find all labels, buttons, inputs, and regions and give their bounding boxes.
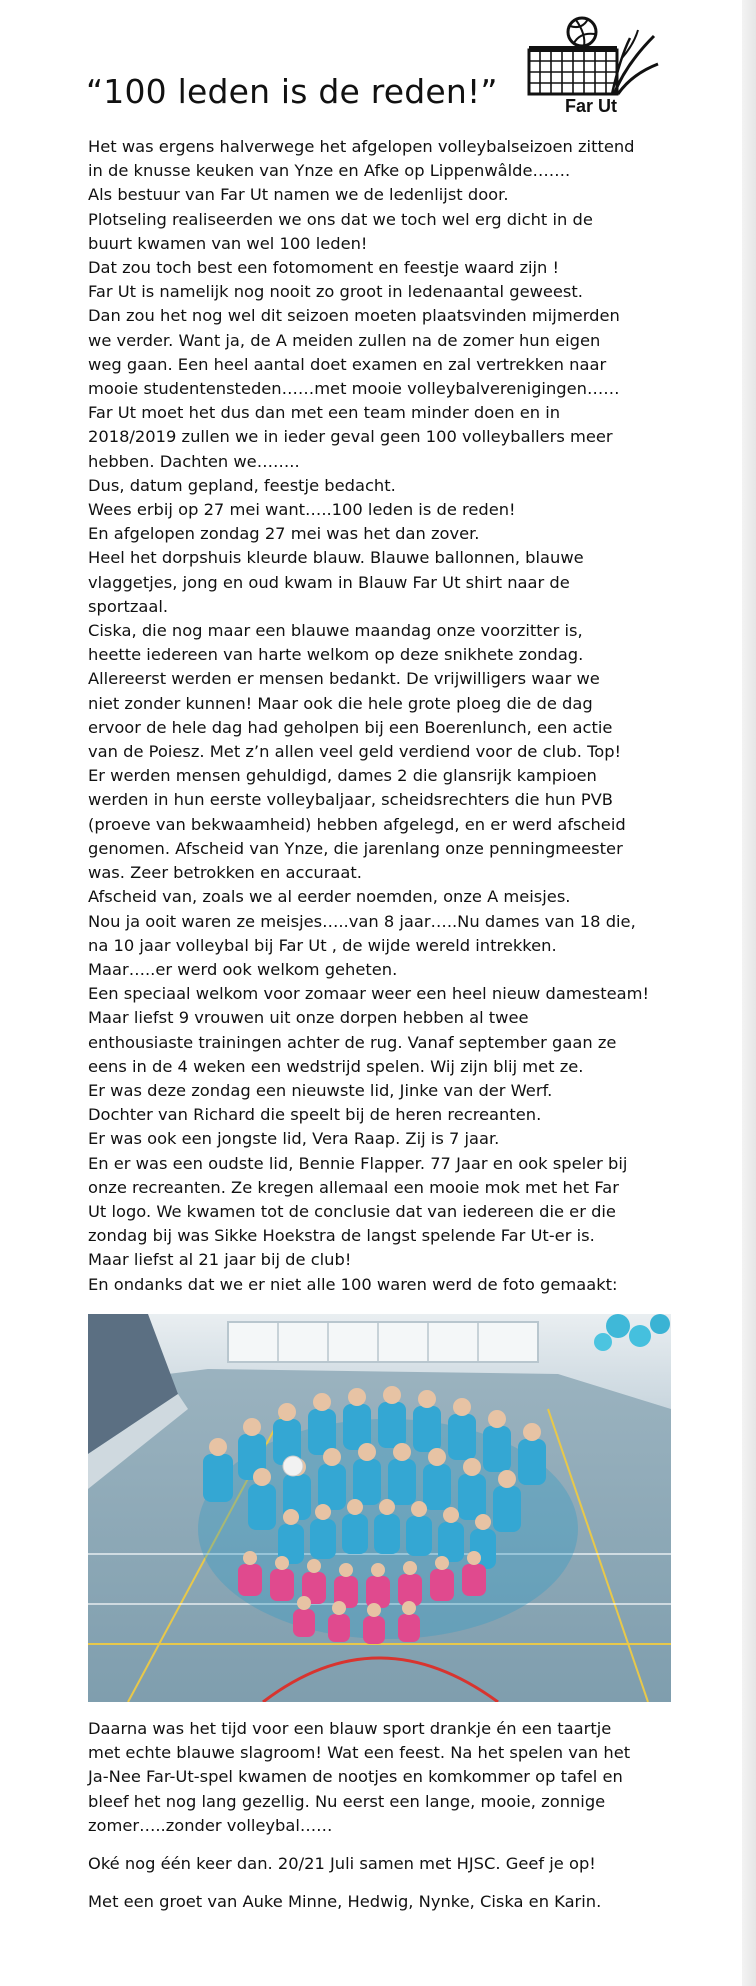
- text-line: Maar liefst 9 vrouwen uit onze dorpen hebben al twee: [88, 1008, 529, 1028]
- article-body: [88, 135, 728, 1297]
- text-line: Ja-Nee Far-Ut-spel kwamen de nootjes en komkommer op tafel en: [88, 1767, 623, 1787]
- text-line: Maar…..er werd ook welkom geheten.: [88, 959, 398, 979]
- text-line: En ondanks dat we er niet alle 100 waren werd de foto gemaakt:: [88, 1274, 618, 1294]
- text-line: niet zonder kunnen! Maar ook die hele grote ploeg die de dag: [88, 693, 593, 713]
- text-line: Dat zou toch best een fotomoment en feestje waard zijn !: [88, 258, 560, 278]
- text-line: Er was ook een jongste lid, Vera Raap. Zij is 7 jaar.: [88, 1129, 500, 1149]
- text-line: weg gaan. Een heel aantal doet examen en zal vertrekken naar: [88, 354, 607, 374]
- text-line: Het was ergens halverwege het afgelopen volleybalseizoen zittend: [88, 137, 635, 156]
- text-line: Dan zou het nog wel dit seizoen moeten plaatsvinden mijmerden: [88, 306, 620, 326]
- text-line: sportzaal.: [88, 596, 169, 616]
- text-line: vlaggetjes, jong en oud kwam in Blauw Far Ut shirt naar de: [88, 572, 570, 592]
- signature: Met een groet van Auke Minne, Hedwig, Nynke, Ciska en Karin.: [88, 1892, 602, 1912]
- group-photo: [88, 1314, 671, 1702]
- text-line: Als bestuur van Far Ut namen we de ledenlijst door.: [88, 185, 509, 205]
- text-line: Een speciaal welkom voor zomaar weer een heel nieuw damesteam!: [88, 984, 649, 1004]
- text-line: buurt kwamen van wel 100 leden!: [88, 233, 368, 253]
- text-line: met echte blauwe slagroom! Wat een feest. Na het spelen van het: [88, 1743, 631, 1763]
- text-line: zomer…..zonder volleybal……: [88, 1815, 333, 1835]
- page-edge: [742, 0, 756, 1986]
- text-line: Er was deze zondag een nieuwste lid, Jinke van der Werf.: [88, 1080, 553, 1100]
- text-line: Dus, datum gepland, feestje bedacht.: [88, 475, 396, 495]
- text-line: heette iedereen van harte welkom op deze snikhete zondag.: [88, 645, 584, 665]
- text-line: Ciska, die nog maar een blauwe maandag onze voorzitter is,: [88, 621, 583, 641]
- text-line: zondag bij was Sikke Hoekstra de langst spelende Far Ut-er is.: [88, 1226, 595, 1246]
- text-line: genomen. Afscheid van Ynze, die jarenlang onze penningmeester: [88, 838, 623, 858]
- text-line: Er werden mensen gehuldigd, dames 2 die glansrijk kampioen: [88, 766, 597, 786]
- text-line: 2018/2019 zullen we in ieder geval geen 100 volleyballers meer: [88, 427, 613, 447]
- text-line: was. Zeer betrokken en accuraat.: [88, 863, 362, 883]
- closing-text: [88, 1717, 728, 1914]
- text-line: Nou ja ooit waren ze meisjes…..van 8 jaar…..Nu dames van 18 die,: [88, 911, 636, 931]
- text-line: in de knusse keuken van Ynze en Afke op Lippenwâlde…….: [88, 161, 571, 181]
- text-line: (proeve van bekwaamheid) hebben afgelegd, en er werd afscheid: [88, 814, 626, 834]
- text-line: na 10 jaar volleybal bij Far Ut , de wijde wereld intrekken.: [88, 935, 557, 955]
- text-line: Far Ut is namelijk nog nooit zo groot in ledenaantal geweest.: [88, 282, 583, 302]
- text-line: hebben. Dachten we……..: [88, 451, 300, 471]
- text-line: Wees erbij op 27 mei want…..100 leden is de reden!: [88, 500, 516, 520]
- text-line: Allereerst werden er mensen bedankt. De vrijwilligers waar we: [88, 669, 600, 689]
- text-line: Plotseling realiseerden we ons dat we toch wel erg dicht in de: [88, 209, 593, 229]
- text-line: Ut logo. We kwamen tot de conclusie dat van iedereen die er die: [88, 1201, 616, 1221]
- text-line: Afscheid van, zoals we al eerder noemden, onze A meisjes.: [88, 887, 571, 907]
- article-title: “100 leden is de reden!”: [86, 72, 498, 111]
- text-line: mooie studentensteden……met mooie volleybalverenigingen……: [88, 379, 620, 399]
- text-line: werden in hun eerste volleybaljaar, scheidsrechters die hun PVB: [88, 790, 613, 810]
- text-line: enthousiaste trainingen achter de rug. Vanaf september gaan ze: [88, 1032, 617, 1052]
- text-line: ervoor de hele dag had geholpen bij een Boerenlunch, een actie: [88, 717, 613, 737]
- text-line: we verder. Want ja, de A meiden zullen na de zomer hun eigen: [88, 330, 601, 350]
- text-line: Heel het dorpshuis kleurde blauw. Blauwe ballonnen, blauwe: [88, 548, 584, 568]
- text-line: van de Poiesz. Met z’n allen veel geld verdiend voor de club. Top!: [88, 742, 622, 762]
- closing-note: Oké nog één keer dan. 20/21 Juli samen met HJSC. Geef je op!: [88, 1854, 596, 1874]
- text-line: Daarna was het tijd voor een blauw sport drankje én een taartje: [88, 1719, 612, 1738]
- text-line: bleef het nog lang gezellig. Nu eerst een lange, mooie, zonnige: [88, 1791, 606, 1811]
- logo-text: Far Ut: [565, 96, 618, 116]
- text-line: Far Ut moet het dus dan met een team minder doen en in: [88, 403, 561, 423]
- text-line: En er was een oudste lid, Bennie Flapper. 77 Jaar en ook speler bij: [88, 1153, 628, 1173]
- text-line: En afgelopen zondag 27 mei was het dan zover.: [88, 524, 480, 544]
- text-line: onze recreanten. Ze kregen allemaal een mooie mok met het Far: [88, 1177, 619, 1197]
- text-line: Maar liefst al 21 jaar bij de club!: [88, 1250, 352, 1270]
- text-line: eens in de 4 weken een wedstrijd spelen. Wij zijn blij met ze.: [88, 1056, 584, 1076]
- text-line: Dochter van Richard die speelt bij de heren recreanten.: [88, 1105, 542, 1125]
